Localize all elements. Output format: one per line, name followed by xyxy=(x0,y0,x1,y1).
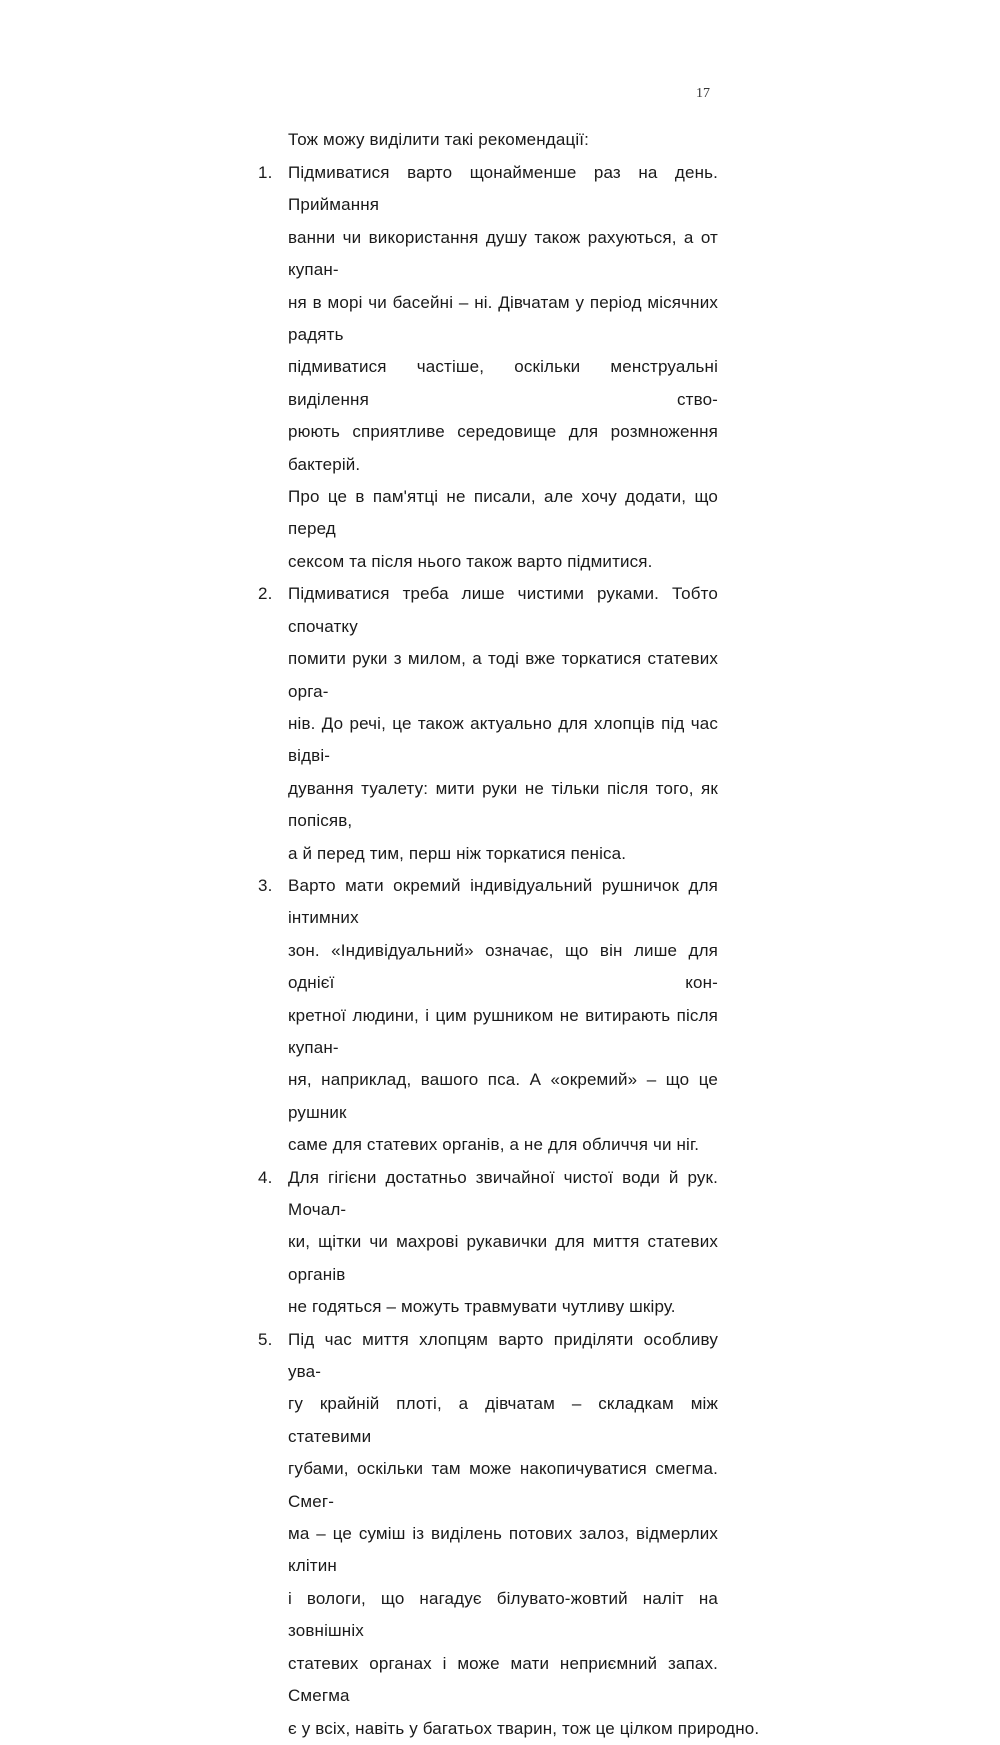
text-line: підмиватися частіше, оскільки менструальні виділення ство- xyxy=(288,357,718,409)
text-line: ня в морі чи басейні – ні. Дівчатам у період місячних радять xyxy=(288,292,718,345)
text-line: не годяться – можуть травмувати чутливу шкіру. xyxy=(288,1297,676,1317)
text-line: дування туалету: мити руки не тільки після того, як попісяв, xyxy=(288,778,718,831)
text-line: ня, наприклад, вашого пса. А «окремий» – що це рушник xyxy=(288,1070,718,1122)
text-line: помити руки з милом, а тоді вже торкатися статевих орга- xyxy=(288,649,718,701)
text-line: ванни чи використання душу також рахуються, а от купан- xyxy=(288,227,718,280)
page-number: 17 xyxy=(696,86,710,101)
list-item xyxy=(258,578,718,870)
text-line: кретної людини, і цим рушником не витирають після купан- xyxy=(288,1005,718,1057)
list-item-number: 1. xyxy=(258,163,273,182)
text-line: Підмиватися треба лише чистими руками. Тобто спочатку xyxy=(288,584,718,636)
text-line: ма – це суміш із виділень потових залоз, відмерлих клітин xyxy=(288,1524,718,1576)
text-line: і вологи, що нагадує білувато-жовтий наліт на зовнішніх xyxy=(288,1588,718,1641)
text-line: нів. До речі, це також актуально для хлопців під час відві- xyxy=(288,713,718,766)
list-item xyxy=(258,1162,718,1324)
intro-paragraph: Тож можу виділити такі рекомендації: xyxy=(288,130,590,149)
text-line: гу крайній плоті, а дівчатам – складкам між статевими xyxy=(288,1394,718,1446)
text-line: зон. «Індивідуальний» означає, що він лише для однієї кон- xyxy=(288,940,718,993)
text-line: статевих органах і може мати неприємний запах. Смегма xyxy=(288,1653,718,1706)
list-item xyxy=(258,157,718,578)
text-line: рюють сприятливе середовище для розмноження бактерій. xyxy=(288,422,718,474)
text-line: саме для статевих органів, а не для обличчя чи ніг. xyxy=(288,1135,700,1155)
text-line: Варто мати окремий індивідуальний рушничок для інтимних xyxy=(288,875,718,928)
list-item-number: 4. xyxy=(258,1167,273,1187)
text-line: а й перед тим, перш ніж торкатися пеніса. xyxy=(288,843,627,863)
list-item-number: 5. xyxy=(258,1329,273,1349)
text-line: Про це в пам'ятці не писали, але хочу додати, що перед xyxy=(288,487,718,539)
text-line: Для гігієни достатньо звичайної чистої води й рук. Мочал- xyxy=(288,1167,718,1219)
list-item-number: 3. xyxy=(258,875,273,895)
list-item xyxy=(258,870,718,1162)
text-line: Підмиватися варто щонайменше раз на день. Приймання xyxy=(288,163,718,215)
text-line: сексом та після нього також варто підмитися. xyxy=(288,551,653,571)
text-line: ки, щітки чи махрові рукавички для миття статевих органів xyxy=(288,1232,718,1284)
list-item xyxy=(258,1324,760,1745)
text-line: губами, оскільки там може накопичуватися смегма. Смег- xyxy=(288,1459,718,1511)
text-line: є у всіх, навіть у багатьох тварин, тож це цілком природно. xyxy=(288,1718,760,1738)
text-line: Під час миття хлопцям варто приділяти особливу ува- xyxy=(288,1329,718,1382)
list-item-number: 2. xyxy=(258,584,273,604)
recommendations-list xyxy=(258,157,760,1745)
